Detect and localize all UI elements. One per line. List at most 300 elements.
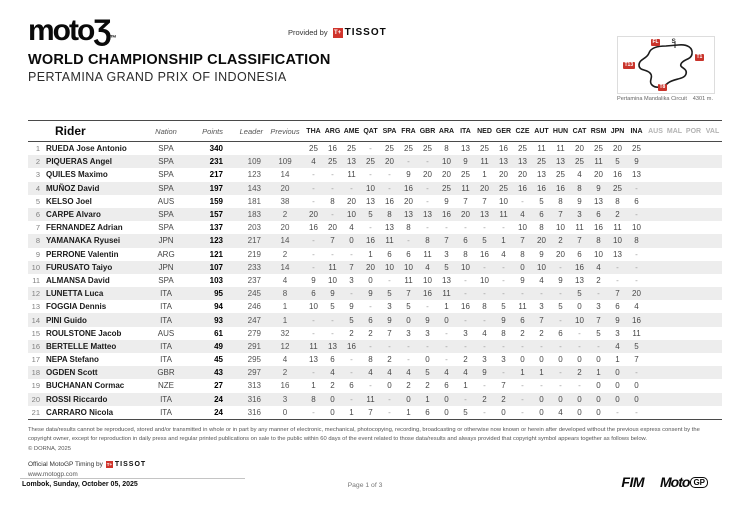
header-race-arg: ARG [323, 121, 342, 142]
result-ned: - [483, 315, 486, 325]
result-spa: - [388, 341, 391, 351]
result-ned: - [483, 262, 486, 272]
result-ger: 0 [494, 406, 513, 420]
result-rsm: 25 [594, 144, 603, 154]
result-spa: - [388, 183, 391, 193]
result-rsm: 0 [596, 394, 601, 404]
rider-nation: ARG [157, 249, 175, 259]
result-ame: 9 [349, 302, 354, 312]
result-ame: - [350, 394, 353, 404]
result-aut: - [540, 289, 543, 299]
result-ara: 16 [442, 210, 451, 220]
result-jpn: 4 [615, 341, 620, 351]
result-ina: - [635, 210, 638, 220]
result-ina: 25 [632, 144, 641, 154]
result-hun: 2 [558, 236, 563, 246]
classification-table-wrap [28, 120, 720, 420]
result-arg: - [331, 328, 334, 338]
rider-nation: GBR [157, 368, 175, 378]
result-hun: 16 [556, 183, 565, 193]
result-ina: 16 [632, 315, 641, 325]
result-ara: - [445, 223, 448, 233]
result-aus [646, 195, 665, 208]
gap-to-previous: 20 [280, 223, 290, 233]
result-fra: 13 [404, 210, 413, 220]
gap-to-previous: 0 [266, 406, 304, 420]
result-qat: 6 [368, 315, 373, 325]
result-fra: 7 [406, 289, 411, 299]
result-aus [646, 248, 665, 261]
result-aut: 7 [539, 315, 544, 325]
rider-name: BUCHANAN Cormac [46, 381, 125, 391]
result-por [684, 366, 703, 379]
result-aus [646, 261, 665, 274]
result-cat: - [578, 341, 581, 351]
result-cze: 16 [518, 183, 527, 193]
table-row [28, 195, 722, 208]
result-ina: - [635, 368, 638, 378]
result-por [684, 353, 703, 366]
rider-points: 95 [214, 289, 223, 299]
result-aut: 13 [537, 170, 546, 180]
result-aus [646, 274, 665, 287]
result-ame: - [350, 289, 353, 299]
header-race-jpn: JPN [608, 121, 627, 142]
rider-nation: JPN [158, 236, 174, 246]
gap-to-previous: 2 [282, 368, 288, 378]
result-ger: 13 [499, 157, 508, 167]
result-ger: - [502, 223, 505, 233]
result-cze: 25 [518, 144, 527, 154]
result-rsm: 16 [594, 223, 603, 233]
rider-points: 123 [209, 236, 223, 246]
result-ina: 7 [634, 355, 639, 365]
result-ger: 11 [499, 210, 508, 220]
result-por [684, 142, 703, 156]
rider-position: 2 [35, 157, 40, 167]
result-qat: 5 [368, 210, 373, 220]
result-aus [646, 182, 665, 195]
result-ina: 4 [634, 302, 639, 312]
rider-nation: JPN [158, 262, 174, 272]
result-gbr: 8 [425, 236, 430, 246]
result-gbr: 16 [423, 289, 432, 299]
result-gbr: 5 [425, 368, 430, 378]
result-val [703, 393, 722, 406]
result-jpn: 9 [615, 315, 620, 325]
result-ita: 2 [463, 355, 468, 365]
result-qat: 11 [366, 394, 375, 404]
result-cat: 10 [575, 315, 584, 325]
result-ned: 11 [480, 157, 489, 167]
result-gbr: 1 [425, 394, 430, 404]
result-ara: 20 [442, 170, 451, 180]
rider-points: 27 [214, 381, 223, 391]
rider-position: 20 [31, 394, 40, 404]
gap-to-leader: 245 [247, 289, 261, 299]
gap-to-previous: 1 [282, 302, 288, 312]
gap-to-previous: 109 [278, 157, 292, 167]
table-row [28, 248, 722, 261]
result-ina: 0 [634, 394, 639, 404]
result-mal [665, 379, 684, 392]
rider-points: 43 [214, 368, 223, 378]
result-ina: 9 [634, 157, 639, 167]
circuit-label-t8: T8 [659, 84, 666, 90]
rider-points: 24 [214, 394, 223, 404]
result-qat: - [369, 302, 372, 312]
result-ina: - [627, 406, 646, 420]
circuit-label-t1: T1 [696, 54, 703, 60]
result-ned: 1 [482, 170, 487, 180]
result-fra: 5 [406, 302, 411, 312]
result-ger: 5 [501, 302, 506, 312]
result-qat: 25 [366, 157, 375, 167]
result-ara: 11 [442, 289, 451, 299]
rider-name: KELSO Joel [46, 196, 92, 206]
result-rsm: 11 [594, 157, 603, 167]
page-number: Page 1 of 3 [347, 482, 383, 489]
result-mal [665, 340, 684, 353]
result-ame: 3 [349, 275, 354, 285]
result-por [684, 261, 703, 274]
result-por [684, 274, 703, 287]
result-ame: - [350, 249, 353, 259]
result-por [684, 327, 703, 340]
gap-to-leader: 143 [247, 183, 261, 193]
gap-to-leader [227, 142, 266, 156]
result-cze: - [521, 196, 524, 206]
result-mal [665, 406, 684, 420]
result-por [684, 208, 703, 221]
rider-points: 231 [209, 157, 223, 167]
result-arg: 9 [330, 289, 335, 299]
table-row [28, 274, 722, 287]
result-ame: 20 [347, 196, 356, 206]
result-gbr: 20 [423, 170, 432, 180]
result-ned: 9 [482, 368, 487, 378]
rider-name: BERTELLE Matteo [46, 341, 117, 351]
tissot-logo-footer [106, 461, 146, 468]
result-ame: 25 [347, 144, 356, 154]
result-mal [665, 248, 684, 261]
rider-name: OGDEN Scott [46, 368, 98, 378]
header-race-aut: AUT [532, 121, 551, 142]
result-ger: 25 [499, 183, 508, 193]
result-hun: 5 [558, 302, 563, 312]
result-tha: 10 [309, 302, 318, 312]
result-ina: 5 [634, 341, 639, 351]
result-aus [646, 340, 665, 353]
result-ita: 11 [461, 183, 470, 193]
result-qat: 13 [366, 196, 375, 206]
result-por [684, 195, 703, 208]
motogp-logo-moto: Moto [660, 474, 690, 490]
result-ita: 8 [463, 249, 468, 259]
result-ina: 6 [634, 196, 639, 206]
result-ara: - [445, 355, 448, 365]
result-hun: 8 [558, 196, 563, 206]
result-hun: 25 [556, 170, 565, 180]
result-cat: 4 [577, 170, 582, 180]
rider-nation: ITA [151, 406, 181, 420]
header-race-por: POR [684, 121, 703, 142]
result-gbr: 4 [425, 262, 430, 272]
result-ger: 7 [501, 381, 506, 391]
result-qat: 4 [368, 368, 373, 378]
disclaimer-text: These data/results cannot be reproduced, stored and/or transmitted in whole or in part by any manner of electronic, mechanical, photocopying, recording, broadcasting or otherwise now known or herein after developed without the previous express consent by the copyright owner, except for reproduction in daily press and regular printed publications on sale to the public within 60 days of the event related to those data/results and always provided that copyright symbol appears together as follows below. [28, 427, 700, 442]
result-jpn: 1 [615, 355, 620, 365]
result-ger: - [502, 262, 505, 272]
result-spa: 5 [387, 289, 392, 299]
result-por [684, 313, 703, 326]
result-ger: 1 [501, 236, 506, 246]
result-rsm: 3 [596, 302, 601, 312]
tissot-wordmark: TISSOT [114, 461, 147, 468]
result-ina: 11 [632, 328, 641, 338]
result-cze: - [521, 381, 524, 391]
result-cat: 0 [577, 394, 582, 404]
result-ina: - [635, 249, 638, 259]
result-cat: 9 [577, 196, 582, 206]
result-qat: 9 [368, 289, 373, 299]
header-race-rsm: RSM [589, 121, 608, 142]
result-spa: 9 [387, 315, 392, 325]
result-por [684, 287, 703, 300]
header-race-ina: INA [627, 121, 646, 142]
result-fra: 3 [406, 328, 411, 338]
result-fra: 2 [406, 381, 411, 391]
gap-to-previous: 38 [280, 196, 290, 206]
rider-position: 10 [31, 262, 40, 272]
result-spa: 20 [385, 157, 394, 167]
result-ame: - [350, 355, 353, 365]
result-por [684, 300, 703, 313]
gap-to-previous: 4 [282, 355, 288, 365]
result-arg: 16 [328, 144, 337, 154]
gap-to-leader: 247 [247, 315, 261, 325]
header-rider: Rider [42, 121, 151, 142]
header-race-aus: AUS [646, 121, 665, 142]
result-hun: 7 [558, 210, 563, 220]
table-row [28, 353, 722, 366]
circuit-name: Pertamina Mandalika Circuit [617, 96, 687, 102]
result-hun: 4 [551, 406, 570, 420]
result-ned: 7 [482, 196, 487, 206]
result-ita: 10 [461, 262, 470, 272]
result-tha: 8 [311, 394, 316, 404]
result-gbr: 25 [423, 144, 432, 154]
result-qat: - [369, 144, 372, 154]
rider-position: 5 [35, 196, 40, 206]
tissot-icon: T+ [334, 29, 342, 36]
rider-name: NEPA Stefano [46, 355, 99, 365]
result-val [703, 287, 722, 300]
gap-to-previous: 1 [282, 315, 288, 325]
gap-to-leader: 183 [247, 210, 261, 220]
result-ita: - [464, 289, 467, 299]
result-gbr: - [426, 157, 429, 167]
gap-to-leader: 316 [227, 406, 266, 420]
header-race-hun: HUN [551, 121, 570, 142]
rider-name: FURUSATO Taiyo [46, 262, 113, 272]
result-jpn: 13 [613, 249, 622, 259]
table-row [28, 406, 722, 420]
result-ara: 10 [442, 157, 451, 167]
result-rsm: - [597, 341, 600, 351]
result-aus [646, 142, 665, 156]
result-jpn: 6 [615, 302, 620, 312]
rider-nation: NZE [158, 381, 174, 391]
result-aut: 5 [539, 196, 544, 206]
gap-to-previous [266, 142, 304, 156]
gap-to-previous: 14 [280, 170, 290, 180]
rider-name: QUILES Maximo [46, 170, 108, 180]
result-ned: 16 [480, 249, 489, 259]
result-val [703, 406, 722, 420]
result-rsm: 0 [596, 381, 601, 391]
result-ame: 0 [349, 236, 354, 246]
result-tha: - [312, 368, 315, 378]
result-aut: 10 [537, 262, 546, 272]
fim-logo: FIM [621, 474, 644, 490]
result-cze: 9 [520, 275, 525, 285]
page-subtitle: PERTAMINA GRAND PRIX OF INDONESIA [28, 70, 287, 84]
result-rsm: - [597, 289, 600, 299]
result-cat: - [578, 381, 581, 391]
result-spa: 13 [385, 223, 394, 233]
table-row [28, 221, 722, 234]
result-cat: - [578, 328, 581, 338]
result-ned: - [483, 341, 486, 351]
result-arg: 4 [330, 368, 335, 378]
result-ame: 16 [347, 341, 356, 351]
result-arg: 5 [330, 302, 335, 312]
result-mal [665, 142, 684, 156]
gap-to-leader: 237 [247, 275, 261, 285]
header-race-ara: ARA [437, 121, 456, 142]
result-aus [646, 155, 665, 168]
result-ger: - [502, 368, 505, 378]
gap-to-previous: 2 [282, 210, 288, 220]
result-rsm: 4 [596, 262, 601, 272]
result-cze: 4 [520, 210, 525, 220]
result-ger: - [502, 341, 505, 351]
result-cze: 6 [520, 315, 525, 325]
rider-nation: ITA [160, 315, 172, 325]
result-spa: - [388, 394, 391, 404]
result-ned: 20 [480, 183, 489, 193]
gap-to-previous: 14 [280, 262, 290, 272]
result-cze: 0 [520, 355, 525, 365]
result-por [684, 393, 703, 406]
result-ame: 11 [347, 170, 356, 180]
rider-nation: ITA [160, 302, 172, 312]
result-tha: 1 [311, 381, 316, 391]
result-ger: - [502, 289, 505, 299]
result-ned: 5 [482, 236, 487, 246]
result-ara: 0 [444, 315, 449, 325]
result-hun: - [559, 381, 562, 391]
timing-label: Official MotoGP Timing by [28, 461, 103, 468]
result-mal [665, 313, 684, 326]
rider-nation: ITA [160, 341, 172, 351]
result-mal [665, 195, 684, 208]
result-jpn: 10 [613, 236, 622, 246]
result-mal [665, 353, 684, 366]
result-aus [646, 300, 665, 313]
result-ned: 8 [482, 302, 487, 312]
result-ara: 6 [444, 381, 449, 391]
result-jpn: 0 [615, 368, 620, 378]
result-cat: 20 [575, 144, 584, 154]
result-ita: 13 [461, 144, 470, 154]
result-arg: - [331, 249, 334, 259]
result-ger: 3 [501, 355, 506, 365]
result-gbr: 0 [425, 355, 430, 365]
circuit-label-fl: FL [652, 39, 659, 45]
result-hun: 13 [556, 157, 565, 167]
table-row [28, 234, 722, 247]
circuit-length: 4301 m. [692, 96, 713, 102]
header-race-cat: CAT [570, 121, 589, 142]
result-val [703, 195, 722, 208]
header-race-mal: MAL [665, 121, 684, 142]
rider-nation: SPA [158, 223, 174, 233]
result-jpn: - [616, 275, 619, 285]
website-url: www.motogp.com [28, 471, 78, 478]
result-ned: - [483, 381, 486, 391]
result-rsm: 6 [596, 210, 601, 220]
rider-name: YAMANAKA Ryusei [46, 236, 121, 246]
result-jpn: 8 [615, 196, 620, 206]
result-ita: - [464, 275, 467, 285]
result-aut: 6 [539, 210, 544, 220]
result-ame: 2 [349, 328, 354, 338]
result-ned: - [483, 289, 486, 299]
result-gbr: - [426, 341, 429, 351]
result-cat: 3 [577, 210, 582, 220]
result-ame: 10 [347, 210, 356, 220]
result-ame: 7 [349, 262, 354, 272]
result-ita: 6 [463, 236, 468, 246]
moto3-logo-digit: Ʒ [93, 14, 110, 47]
rider-position: 13 [31, 302, 40, 312]
result-ame: 13 [347, 157, 356, 167]
result-ame: 1 [342, 406, 361, 420]
gap-to-leader: 181 [247, 196, 261, 206]
result-cze: 7 [520, 236, 525, 246]
result-hun: - [559, 341, 562, 351]
result-val [703, 182, 722, 195]
header-leader: Leader [227, 121, 266, 142]
gap-to-previous: 14 [280, 236, 290, 246]
result-hun: - [559, 368, 562, 378]
result-ita: 7 [463, 196, 468, 206]
result-cze: 8 [520, 249, 525, 259]
rider-nation: ITA [160, 394, 172, 404]
rider-position: 11 [32, 275, 40, 285]
result-cze: - [513, 406, 532, 420]
result-arg: 11 [328, 262, 337, 272]
result-val [703, 248, 722, 261]
rider-position: 17 [31, 355, 40, 365]
result-mal [665, 287, 684, 300]
gap-to-leader: 279 [247, 328, 261, 338]
result-tha: - [312, 183, 315, 193]
result-por [684, 406, 703, 420]
footer-divider [20, 478, 245, 479]
